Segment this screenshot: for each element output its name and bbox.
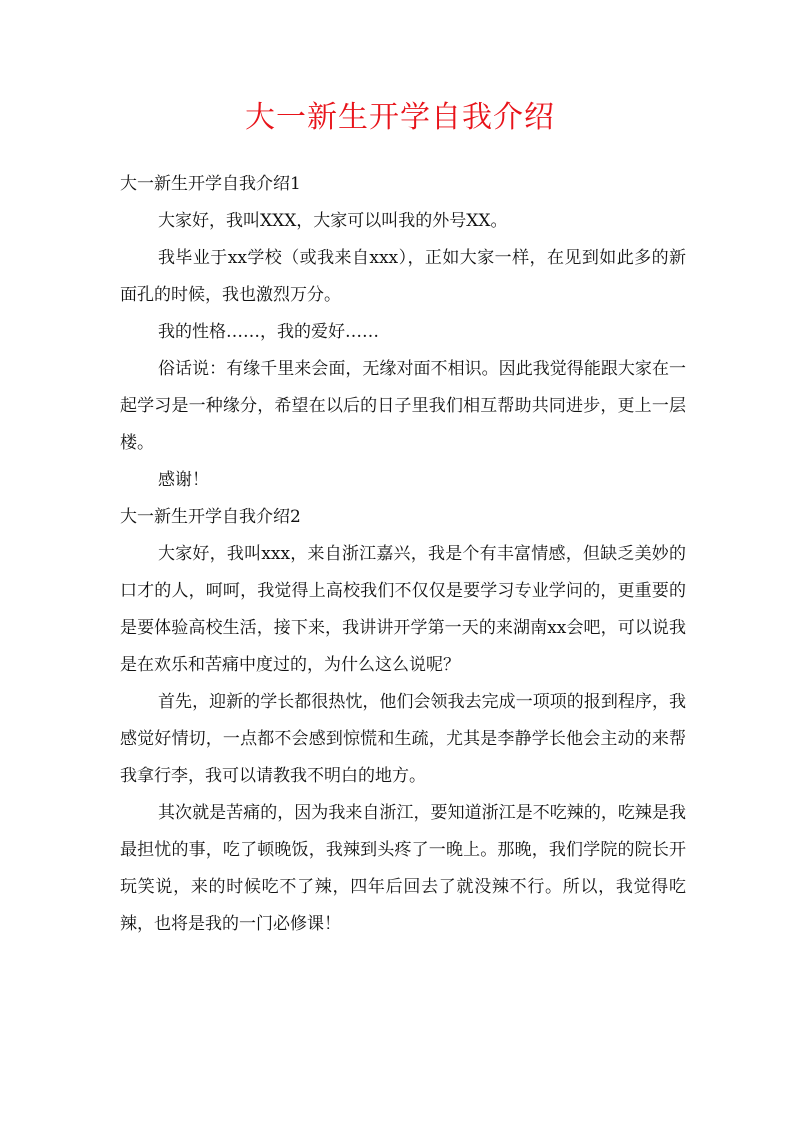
paragraph: 俗话说：有缘千里来会面，无缘对面不相识。因此我觉得能跟大家在一起学习是一种缘分，希望在以后的日子里我们相互帮助共同进步，更上一层楼。 — [120, 359, 686, 453]
paragraph: 我毕业于xx学校（或我来自xxx），正如大家一样，在见到如此多的新面孔的时候，我也激烈万分。 — [120, 248, 686, 305]
document-title: 大一新生开学自我介绍 — [245, 100, 555, 135]
section-heading-2: 大一新生开学自我介绍2 — [120, 507, 301, 527]
paragraph: 大家好，我叫XXX，大家可以叫我的外号XX。 — [158, 211, 508, 231]
section-heading-1: 大一新生开学自我介绍1 — [120, 174, 301, 194]
paragraph: 首先，迎新的学长都很热忱，他们会领我去完成一项项的报到程序，我感觉好情切，一点都不会感到惊慌和生疏，尤其是李静学长他会主动的来帮我拿行李，我可以请教我不明白的地方。 — [120, 692, 686, 786]
paragraph: 大家好，我叫xxx，来自浙江嘉兴，我是个有丰富情感，但缺乏美妙的口才的人，呵呵，我觉得上高校我们不仅仅是要学习专业学问的，更重要的是要体验高校生活，接下来，我讲讲开学第一天的来湖南xx会吧，可以说我是在欢乐和苦痛中度过的，为什么这么说呢？ — [120, 544, 686, 675]
paragraph: 其次就是苦痛的，因为我来自浙江，要知道浙江是不吃辣的，吃辣是我最担忧的事，吃了顿晚饭，我辣到头疼了一晚上。那晚，我们学院的院长开玩笑说，来的时候吃不了辣，四年后回去了就没辣不行。所以，我觉得吃辣，也将是我的一门必修课！ — [120, 803, 686, 934]
paragraph: 我的性格……，我的爱好…… — [158, 322, 379, 342]
document-body — [120, 166, 686, 943]
paragraph: 感谢！ — [158, 470, 209, 490]
